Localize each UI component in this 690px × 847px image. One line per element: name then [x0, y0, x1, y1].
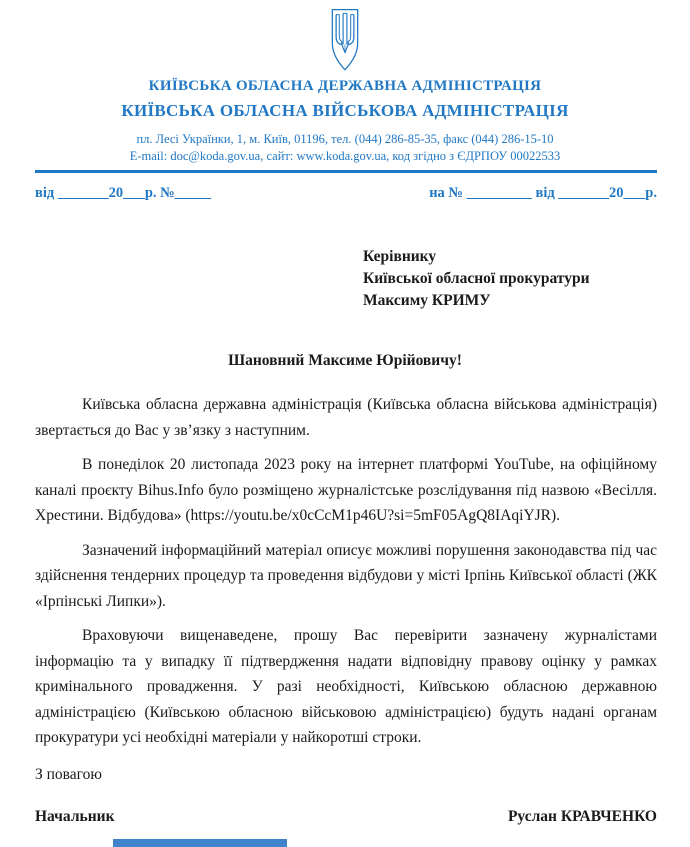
body-paragraph-3: Зазначений інформаційний матеріал описує можливі порушення законодавства під час здійснення тендерних процедур та проведення відбудови у місті Ірпінь Київської області (ЖК «Ірпінські Липки»). [35, 541, 657, 610]
bottom-blue-strip [113, 839, 287, 847]
closing-regards: З повагою [35, 765, 102, 783]
org-contact-line: E-mail: doc@koda.gov.ua, сайт: www.koda.gov.ua, код згідно з ЄДРПОУ 00022533 [129, 149, 561, 163]
reference-line [35, 184, 657, 202]
outgoing-number-blank: від _______20___р. №_____ [35, 185, 211, 201]
salutation: Шановний Максиме Юрійовичу! [228, 352, 462, 369]
signer-position: Начальник [35, 807, 115, 825]
body-paragraph-4: Враховуючи вищенаведене, прошу Вас перевірити зазначену журналістами інформацію та у випадку її підтвердження надати відповідну правову оцінку у рамках кримінального провадження. У разі необхідності, Київською обласною державною адміністрацією (Київською обласною військовою адміністрацією) будуть надані органам прокуратури усі необхідні матеріали у найкоротші строки. [35, 627, 657, 746]
addressee-block [363, 246, 690, 312]
signer-name: Руслан КРАВЧЕНКО [507, 807, 657, 825]
org-name-state-administration: КИЇВСЬКА ОБЛАСНА ДЕРЖАВНА АДМІНІСТРАЦІЯ [148, 78, 542, 94]
signature-row [35, 808, 657, 826]
incoming-number-blank: на № _________ від _______20___р. [429, 185, 657, 201]
letterhead-divider [35, 170, 657, 173]
org-address-line: пл. Лесі Українки, 1, м. Київ, 01196, тел. (044) 286-85-35, факс (044) 286-15-10 [136, 132, 554, 146]
addressee-name: Максиму КРИМУ [363, 292, 491, 309]
org-name-military-administration: КИЇВСЬКА ОБЛАСНА ВІЙСЬКОВА АДМІНІСТРАЦІЯ [121, 101, 569, 120]
body-paragraph-1: Київська обласна державна адміністрація (Київська обласна військова адміністрація) звертається до Вас у зв’язку з наступним. [35, 396, 657, 439]
body-paragraph-2: В понеділок 20 листопада 2023 року на інтернет платформі YouTube, на офіційному каналі проєкту Bihus.Info було розміщено журналістське розслідування під назвою «Весілля. Хрестини. Відбудова» (https://youtu.be/x0cCcM1p46U?si=5mF05AgQ8IAqiYJR). [35, 456, 657, 524]
ukraine-trident-emblem-icon [326, 8, 364, 72]
addressee-title: Керівнику [363, 248, 437, 265]
addressee-organization: Київської обласної прокуратури [363, 270, 590, 287]
letterhead [0, 0, 690, 173]
